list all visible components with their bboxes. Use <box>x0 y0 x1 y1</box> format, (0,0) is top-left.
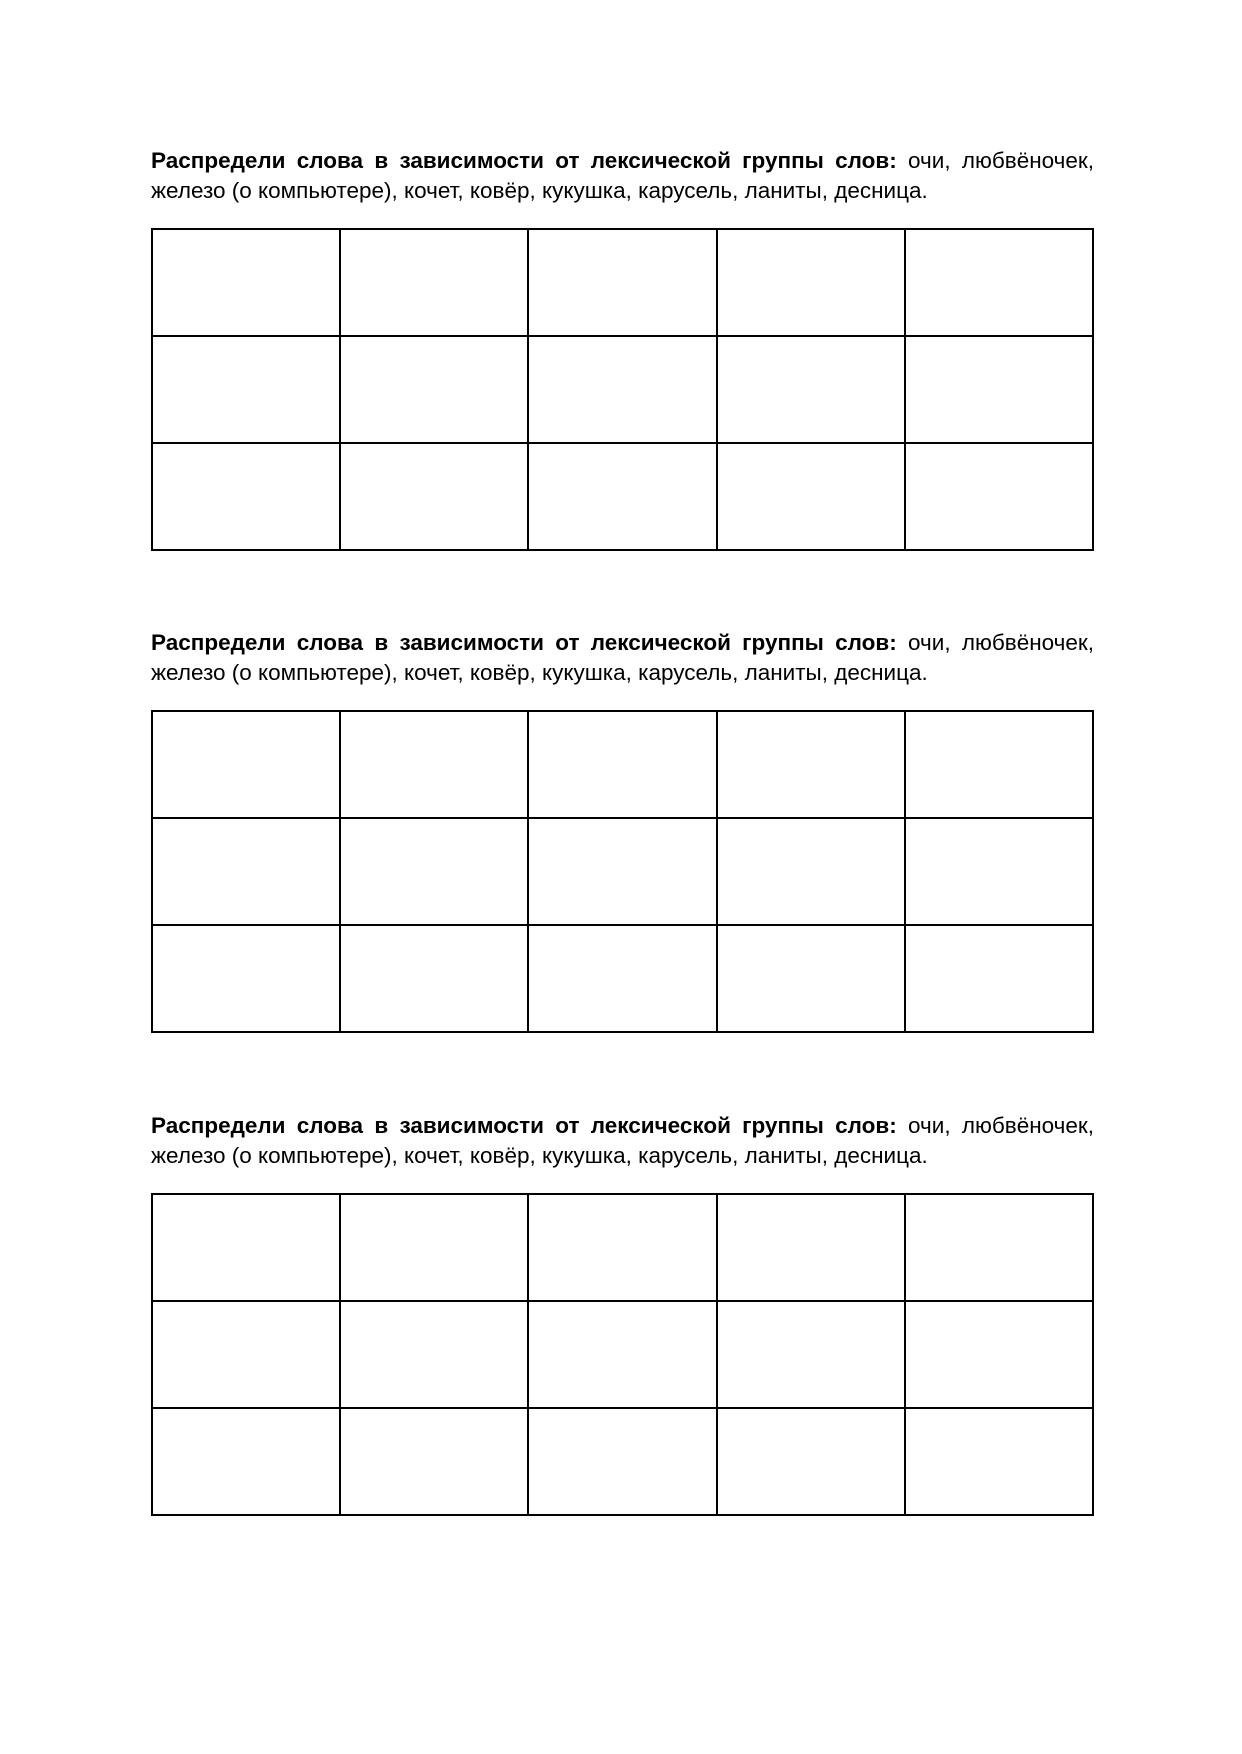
grid-row <box>152 336 1093 443</box>
grid-cell <box>152 443 340 550</box>
task-lead: Распредели слова в зависимости от лексической группы слов: <box>151 1113 897 1138</box>
grid-row <box>152 1301 1093 1408</box>
grid-cell <box>152 336 340 443</box>
grid-cell <box>340 1194 528 1301</box>
grid-cell <box>905 1194 1093 1301</box>
grid-row <box>152 1408 1093 1515</box>
grid-cell <box>905 711 1093 818</box>
grid-cell <box>340 443 528 550</box>
grid-cell <box>528 1194 716 1301</box>
grid-cell <box>152 1194 340 1301</box>
grid-cell <box>905 1301 1093 1408</box>
task-block-1 <box>151 146 1094 551</box>
answer-grid <box>151 1193 1094 1516</box>
grid-cell <box>717 1408 905 1515</box>
grid-cell <box>717 229 905 336</box>
grid-cell <box>152 925 340 1032</box>
grid-cell <box>905 336 1093 443</box>
task-lead: Распредели слова в зависимости от лексической группы слов: <box>151 148 897 173</box>
task-block-3 <box>151 1111 1094 1516</box>
grid-cell <box>152 1408 340 1515</box>
grid-row <box>152 818 1093 925</box>
grid-cell <box>717 711 905 818</box>
grid-cell <box>152 818 340 925</box>
grid-row <box>152 443 1093 550</box>
grid-cell <box>717 925 905 1032</box>
grid-cell <box>717 336 905 443</box>
grid-cell <box>717 443 905 550</box>
task-words: очи, любвёночек, железо (о компьютере), кочет, ковёр, кукушка, карусель, ланиты, десница. <box>151 630 1094 685</box>
answer-grid <box>151 710 1094 1033</box>
task-instruction <box>151 628 1094 688</box>
task-instruction <box>151 146 1094 206</box>
grid-cell <box>905 443 1093 550</box>
grid-cell <box>340 336 528 443</box>
grid-cell <box>528 1301 716 1408</box>
grid-cell <box>340 711 528 818</box>
grid-cell <box>905 818 1093 925</box>
grid-cell <box>340 1301 528 1408</box>
grid-cell <box>340 1408 528 1515</box>
grid-cell <box>905 229 1093 336</box>
task-words: очи, любвёночек, железо (о компьютере), кочет, ковёр, кукушка, карусель, ланиты, десница. <box>151 1113 1094 1168</box>
grid-row <box>152 711 1093 818</box>
grid-cell <box>528 711 716 818</box>
task-lead: Распредели слова в зависимости от лексической группы слов: <box>151 630 897 655</box>
grid-cell <box>528 336 716 443</box>
grid-cell <box>905 1408 1093 1515</box>
grid-cell <box>340 925 528 1032</box>
grid-row <box>152 925 1093 1032</box>
task-words: очи, любвёночек, железо (о компьютере), кочет, ковёр, кукушка, карусель, ланиты, десница. <box>151 148 1094 203</box>
grid-cell <box>152 711 340 818</box>
grid-cell <box>717 1301 905 1408</box>
grid-row <box>152 1194 1093 1301</box>
grid-cell <box>152 1301 340 1408</box>
grid-cell <box>528 443 716 550</box>
task-instruction <box>151 1111 1094 1171</box>
grid-cell <box>717 1194 905 1301</box>
grid-cell <box>528 818 716 925</box>
grid-cell <box>340 818 528 925</box>
grid-cell <box>717 818 905 925</box>
grid-cell <box>340 229 528 336</box>
grid-row <box>152 229 1093 336</box>
task-block-2 <box>151 628 1094 1033</box>
grid-cell <box>528 1408 716 1515</box>
grid-cell <box>528 925 716 1032</box>
grid-cell <box>152 229 340 336</box>
grid-cell <box>528 229 716 336</box>
grid-cell <box>905 925 1093 1032</box>
answer-grid <box>151 228 1094 551</box>
